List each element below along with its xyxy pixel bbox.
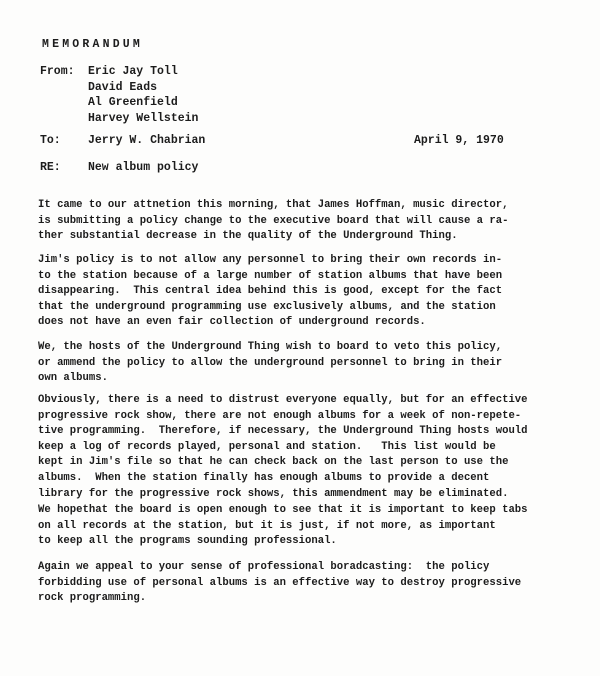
from-name: Harvey Wellstein	[88, 111, 199, 125]
from-label: From:	[40, 65, 75, 78]
re-subject: New album policy	[88, 161, 199, 174]
from-name: Al Greenfield	[88, 96, 178, 109]
memo-title: MEMORANDUM	[42, 38, 144, 51]
body-paragraph: Obviously, there is a need to distrust everyone equally, but for an effective progressive rock show, there are not enough albums for a week of non-repete- tive programming. Therefore, if necessary, the Underground Thing hosts would keep a log of records played, personal and station. This list would be kept in Jim's file so that he can check back on the last person to use the albums. When the station finally has enough albums to provide a decent library for the progressive rock shows, this ammendment may be eliminated.	[38, 394, 528, 500]
to-recipient: Jerry W. Chabrian	[88, 134, 206, 147]
re-label: RE:	[40, 161, 61, 174]
memo-date: April 9, 1970	[414, 134, 504, 147]
body-paragraph: We hopethat the board is open enough to see that it is important to keep tabs on all records at the station, but it is just, if not more, as important to keep all the programs sounding professional.	[38, 504, 528, 548]
to-label: To:	[40, 134, 61, 147]
body-paragraph: We, the hosts of the Underground Thing wish to board to veto this policy, or ammend the policy to allow the underground personnel to bring in their own albums.	[38, 341, 503, 385]
body-paragraph: Again we appeal to your sense of professional boradcasting: the policy forbidding use of personal albums is an effective way to destroy progressive rock programming.	[38, 561, 522, 605]
from-names	[88, 64, 198, 126]
body-paragraph: It came to our attnetion this morning, that James Hoffman, music director, is submitting a policy change to the executive board that will cause a ra- ther substantial decrease in the quality of the Underground Thing.	[38, 199, 509, 243]
from-name: David Eads	[88, 80, 158, 94]
body-paragraph: Jim's policy is to not allow any personnel to bring their own records in- to the station because of a large number of station albums that have been disappearing. This central idea behind this is good, except for the fact that the underground programming use exclusively albums, and the station does not have an even fair collection of underground records.	[38, 254, 503, 329]
from-name: Eric Jay Toll	[88, 65, 178, 78]
